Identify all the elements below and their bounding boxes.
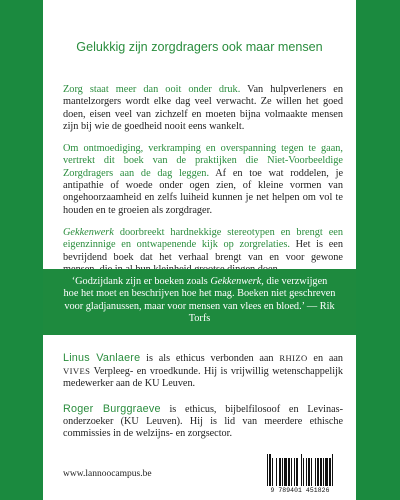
author-bio-text: en aan bbox=[307, 353, 344, 364]
author-bio-1 bbox=[63, 352, 343, 390]
paragraph-2-lead: Om ontmoediging, verkramping en overspanning tegen te gaan, bbox=[63, 143, 343, 155]
isbn-barcode bbox=[257, 454, 343, 496]
endorsement-quote bbox=[43, 269, 356, 335]
author-bio-text: Verpleeg- en vroedkunde. Hij is vrijwillig wetenschappelijk medewerker aan de KU Leuven. bbox=[63, 366, 343, 390]
quote-part-1: ‘Godzijdank zijn er boeken zoals bbox=[71, 276, 211, 287]
organization-rhizo: RHIZO bbox=[279, 353, 308, 363]
author-bios bbox=[63, 352, 343, 454]
blurb bbox=[63, 84, 343, 286]
publisher-website: www.lannoocampus.be bbox=[63, 469, 152, 479]
text-panel bbox=[43, 0, 356, 500]
paragraph-1 bbox=[63, 84, 343, 133]
organization-vives: VIVES bbox=[63, 366, 91, 377]
quote-part-2: , die verzwijgen hoe het moet en beschrijven hoe het mag. Boeken niet geschreven voor gladjanussen, maar voor mensen van vlees en bloed.’ — Rik Torfs bbox=[63, 276, 336, 325]
paragraph-1-lead: Zorg staat meer dan ooit onder druk. bbox=[63, 84, 241, 95]
barcode-digits: 9 789401 451826 bbox=[270, 487, 330, 494]
paragraph-2 bbox=[63, 143, 343, 217]
author-bio-2 bbox=[63, 403, 343, 440]
headline: Gelukkig zijn zorgdragers ook maar mensen bbox=[76, 40, 323, 54]
paragraph-3-lead: doorbreekt hardnekkige stereotypen en brengt een eigenzinnige en ontwapenende kijk op zorgrelaties. bbox=[63, 226, 343, 251]
paragraph-1-text: Van hulpverleners en mantelzorgers wordt elke dag veel verwacht. Ze willen het goed doen, eisen veel van zichzelf en moeten bijna volmaakte mensen zijn bij wie de goedheid nooit eens wankelt. bbox=[63, 84, 343, 132]
book-title: Gekkenwerk bbox=[63, 226, 114, 238]
paragraph-2-mid: vertrekt dit boek van de praktijken die Niet-Voorbeeldige Zorgdragers aan de dag leggen. bbox=[63, 155, 343, 179]
author-name: Roger Burggraeve bbox=[63, 403, 161, 416]
quote-book-title: Gekkenwerk bbox=[210, 276, 262, 287]
barcode-bars bbox=[257, 454, 343, 486]
paragraph-2-text: Af en toe wat roddelen, je antipathie of woede onder ogen zien, of kleine vormen van ongehoorzaamheid en zelfs luiheid kunnen je net helpen om vol te houden en te groeien als zorgdrager. bbox=[63, 167, 344, 216]
author-bio-text: is als ethicus verbonden aan bbox=[140, 353, 280, 364]
barcode-bar bbox=[333, 454, 334, 486]
author-bio-text: is ethicus, bijbelfilosoof en Levinas-onderzoeker (KU Leuven). Hij is lid van meerdere ethische commissies in de welzijns- en zorgsector. bbox=[63, 404, 343, 440]
author-name: Linus Vanlaere bbox=[63, 352, 141, 364]
paragraph-3-text: Het is een bevrijdend boek dat het verhaal brengt van en voor gewone bbox=[63, 239, 343, 263]
